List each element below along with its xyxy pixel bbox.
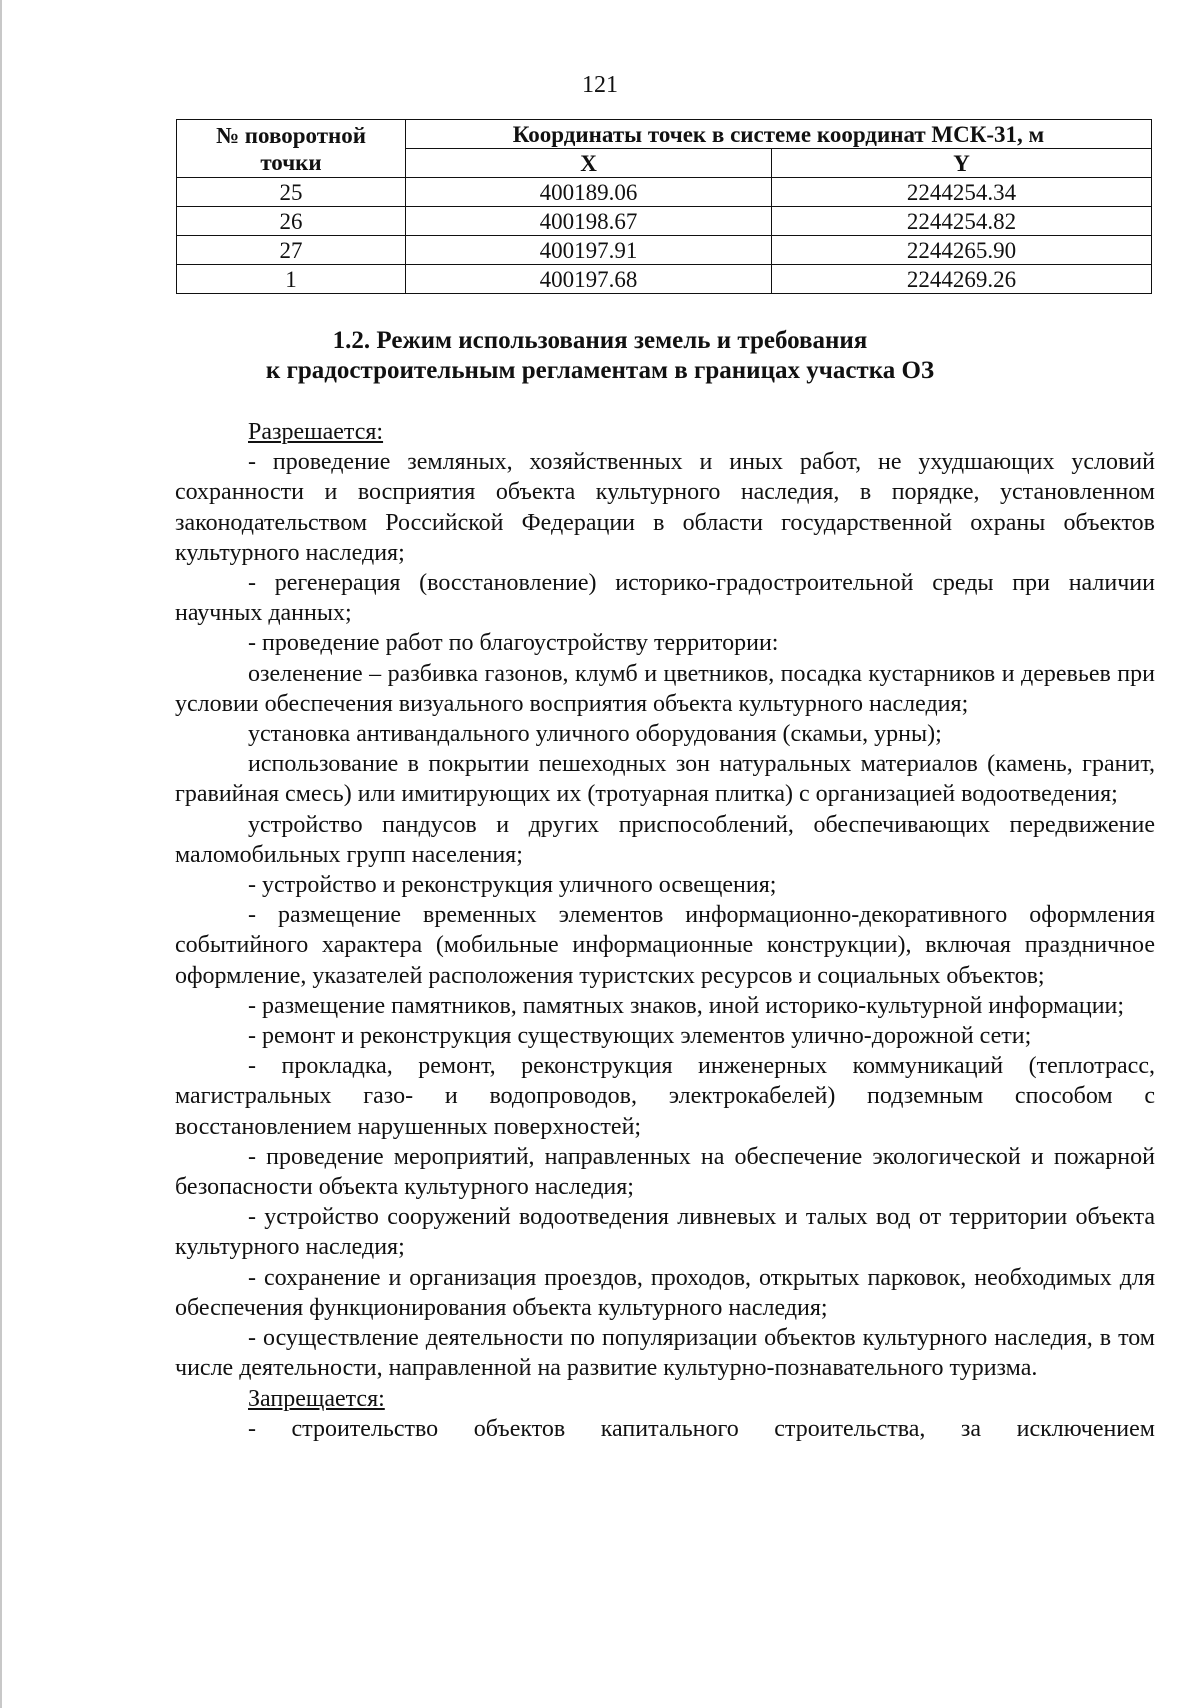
cell-x: 400198.67 xyxy=(406,207,772,236)
cell-point: 1 xyxy=(177,265,406,294)
allowed-item: - устройство сооружений водоотведения ливневых и талых вод от территории объекта культурного наследия; xyxy=(175,1204,1155,1261)
page-number: 121 xyxy=(582,72,618,98)
cell-point: 25 xyxy=(177,178,406,207)
allowed-item: - регенерация (восстановление) историко-градостроительной среды при наличии научных данных; xyxy=(175,570,1155,627)
section-title xyxy=(0,326,1200,386)
header-x: X xyxy=(406,149,772,178)
allowed-item: использование в покрытии пешеходных зон натуральных материалов (камень, гранит, гравийная смесь) или имитирующих их (тротуарная плитка) с организацией водоотведения; xyxy=(175,751,1155,808)
cell-point: 27 xyxy=(177,236,406,265)
allowed-item: - размещение временных элементов информационно-декоративного оформления событийного характера (мобильные информационные конструкции), включая праздничное оформление, указателей расположения туристских ресурсов и социальных объектов; xyxy=(175,902,1155,989)
allowed-item: установка антивандального уличного оборудования (скамьи, урны); xyxy=(248,721,942,748)
header-y: Y xyxy=(772,149,1152,178)
header-point-line2: точки xyxy=(260,149,322,175)
allowed-item: - прокладка, ремонт, реконструкция инженерных коммуникаций (теплотрасс, магистральных газо- и водопроводов, электрокабелей) подземным способом с восстановлением нарушенных поверхностей; xyxy=(175,1053,1155,1140)
allowed-item: - проведение земляных, хозяйственных и иных работ, не ухудшающих условий сохранности и восприятия объекта культурного наследия, в порядке, установленном законодательством Российской Федерации в области государственной охраны объектов культурного наследия; xyxy=(175,449,1155,566)
allowed-item: - проведение мероприятий, направленных на обеспечение экологической и пожарной безопасности объекта культурного наследия; xyxy=(175,1143,1155,1201)
prohibited-heading: Запрещается: xyxy=(248,1385,385,1412)
table-row xyxy=(177,265,1152,294)
cell-x: 400197.91 xyxy=(406,236,772,265)
cell-x: 400189.06 xyxy=(406,178,772,207)
table-row xyxy=(177,178,1152,207)
cell-y: 2244265.90 xyxy=(772,236,1152,265)
cell-point: 26 xyxy=(177,207,406,236)
header-point xyxy=(177,120,406,178)
prohibited-item: - строительство объектов капитального строительства, за исключением xyxy=(248,1415,1155,1442)
coordinates-table xyxy=(176,119,1152,294)
body-text xyxy=(175,417,1155,1444)
table-row xyxy=(177,207,1152,236)
allowed-item: - проведение работ по благоустройству территории: xyxy=(248,630,779,657)
allowed-item: - осуществление деятельности по популяризации объектов культурного наследия, в том числе деятельности, направленной на развитие культурно-познавательного туризма. xyxy=(175,1325,1155,1382)
allowed-item: - устройство и реконструкция уличного освещения; xyxy=(248,872,777,899)
header-coords: Координаты точек в системе координат МСК-31, м xyxy=(406,120,1152,149)
allowed-item: - размещение памятников, памятных знаков, иной историко-культурной информации; xyxy=(248,992,1125,1019)
allowed-item: - ремонт и реконструкция существующих элементов улично-дорожной сети; xyxy=(248,1023,1032,1050)
cell-y: 2244254.34 xyxy=(772,178,1152,207)
cell-x: 400197.68 xyxy=(406,265,772,294)
table-row xyxy=(177,236,1152,265)
allowed-item: устройство пандусов и других приспособлений, обеспечивающих передвижение маломобильных групп населения; xyxy=(175,811,1155,868)
allowed-item: - сохранение и организация проездов, проходов, открытых парковок, необходимых для обеспечения функционирования объекта культурного наследия; xyxy=(175,1264,1155,1321)
header-point-line1: № поворотной xyxy=(215,122,367,148)
section-title-line2: к градостроительным регламентам в границах участка ОЗ xyxy=(265,357,935,384)
allowed-item: озеленение – разбивка газонов, клумб и цветников, посадка кустарников и деревьев при условии обеспечения визуального восприятия объекта культурного наследия; xyxy=(175,660,1155,717)
cell-y: 2244269.26 xyxy=(772,265,1152,294)
scan-edge xyxy=(0,0,2,1708)
cell-y: 2244254.82 xyxy=(772,207,1152,236)
section-title-line1: 1.2. Режим использования земель и требования xyxy=(332,327,868,354)
allowed-heading: Разрешается: xyxy=(248,419,384,445)
